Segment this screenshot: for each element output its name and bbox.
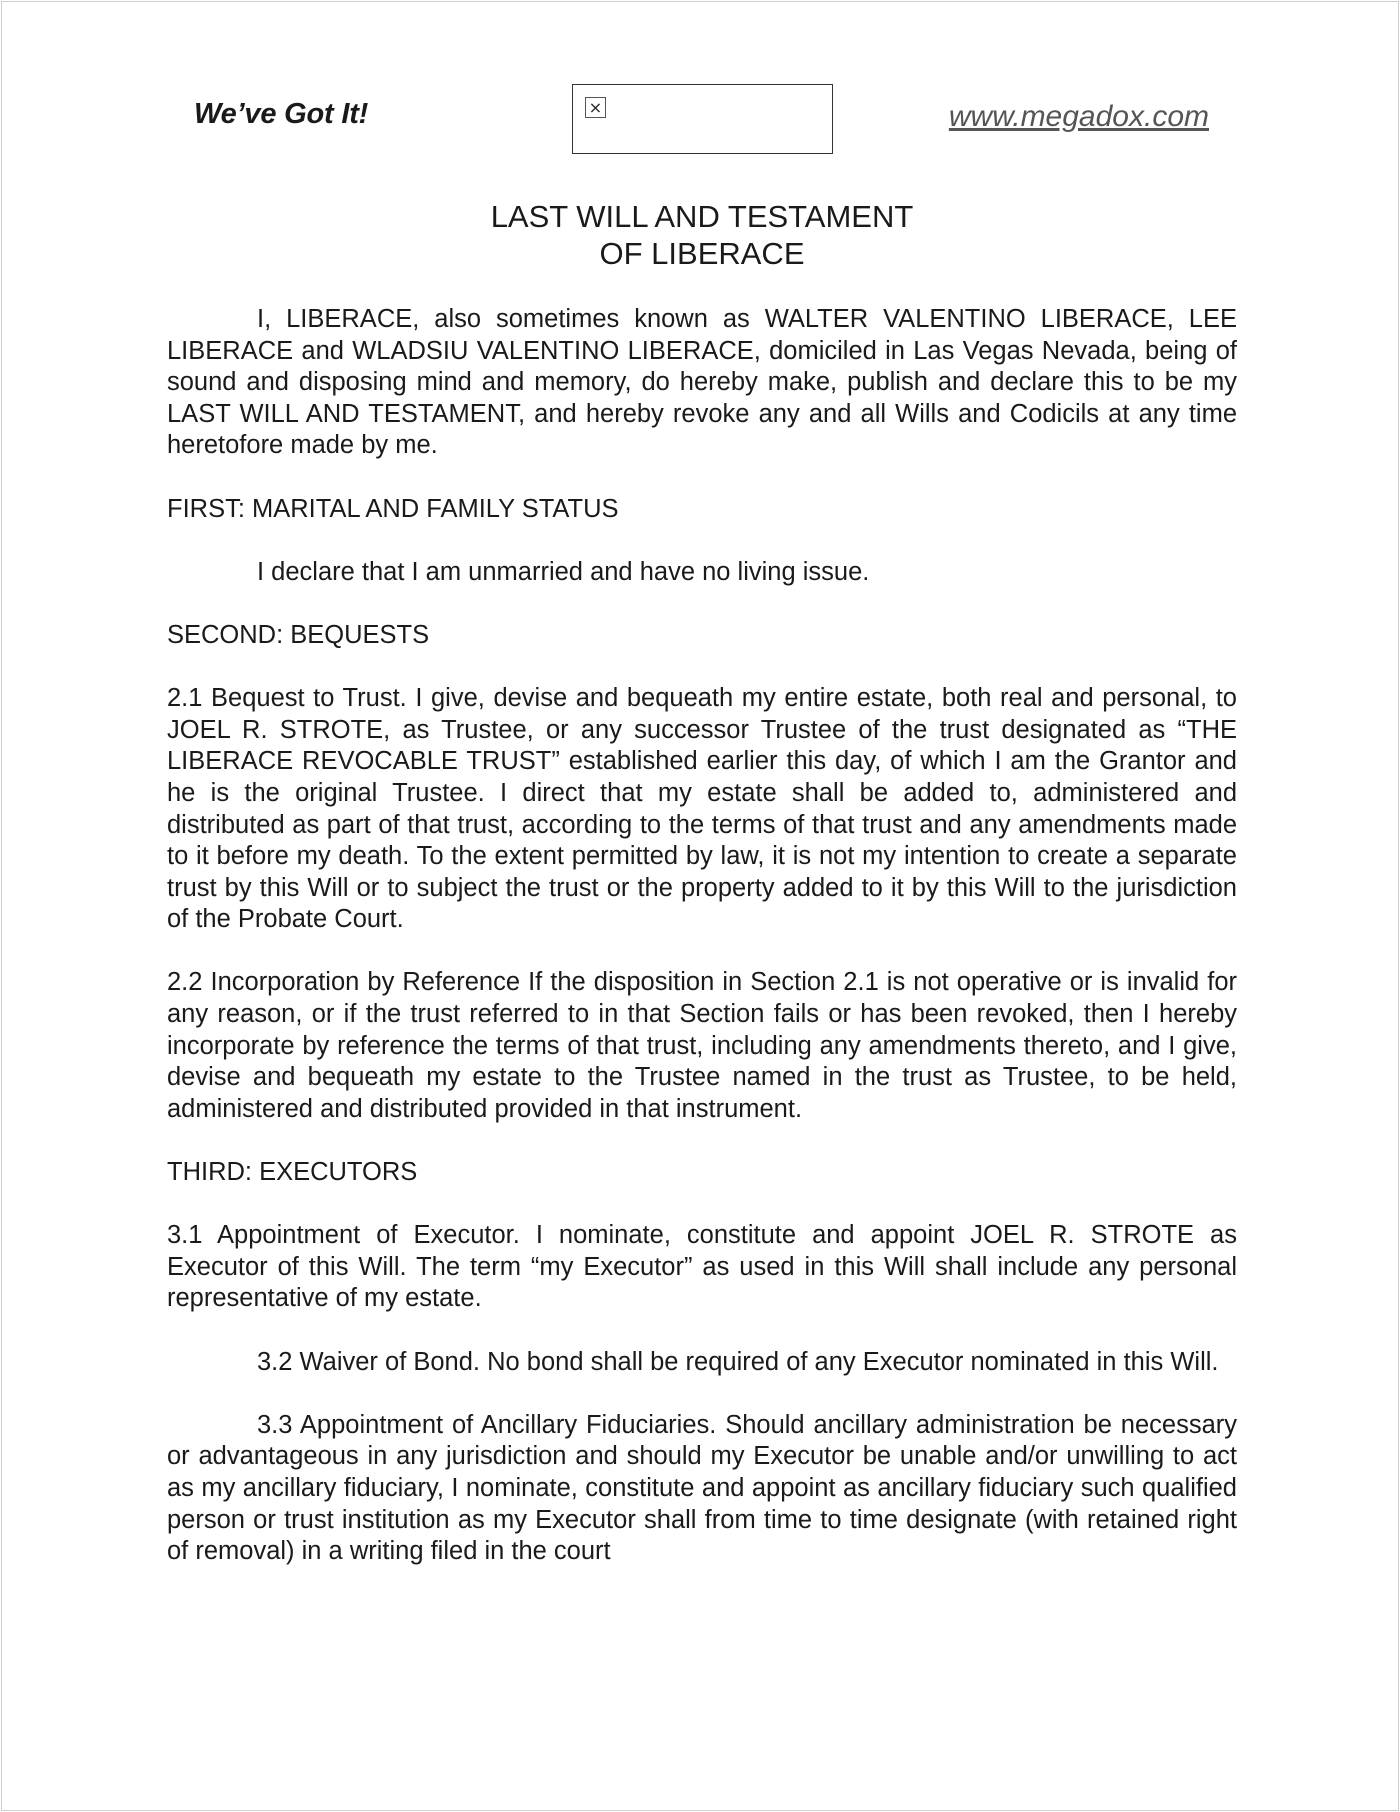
- title-line-2: OF LIBERACE: [599, 236, 805, 271]
- document-page: [1, 1, 1399, 1811]
- logo-image-placeholder: [572, 84, 833, 154]
- broken-image-icon: ×: [585, 97, 606, 118]
- title-line-1: LAST WILL AND TESTAMENT: [490, 199, 914, 234]
- intro-paragraph: I, LIBERACE, also sometimes known as WALTER VALENTINO LIBERACE, LEE LIBERACE and WLADSIU VALENTINO LIBERACE, domiciled in Las Vegas Nevada, being of sound and disposing mind and memory, do hereby make, publish and declare this to be my LAST WILL AND TESTAMENT, and hereby revoke any and all Wills and Codicils at any time heretofore made by me.: [167, 305, 1237, 460]
- clause-3-3: 3.3 Appointment of Ancillary Fiduciaries. Should ancillary administration be necessary or advantageous in any jurisdiction and should my Executor be unable and/or unwilling to act as my ancillary fiduciary, I nominate, constitute and appoint as ancillary fiduciary such qualified person or trust institution as my Executor shall from time to time designate (with retained right of removal) in a writing filed in the court: [167, 1410, 1237, 1566]
- website-link[interactable]: www.megadox.com: [948, 100, 1209, 133]
- slogan: We’ve Got It!: [194, 98, 369, 130]
- clause-2-1: 2.1 Bequest to Trust. I give, devise and bequeath my entire estate, both real and personal, to JOEL R. STROTE, as Trustee, or any successor Trustee of the trust designated as “THE LIBERACE REVOCABLE TRUST” established earlier this day, of which I am the Grantor and he is the original Trustee. I direct that my estate shall be added to, administered and distributed as part of that trust, according to the terms of that trust and any amendments made to it before my death. To the extent permitted by law, it is not my intention to create a separate trust by this Will or to subject the trust or the property added to it by this Will to the jurisdiction of the Probate Court.: [167, 684, 1237, 934]
- section-heading-second: SECOND: BEQUESTS: [167, 620, 430, 649]
- clause-2-2: 2.2 Incorporation by Reference If the disposition in Section 2.1 is not operative or is invalid for any reason, or if the trust referred to in that Section fails or has been revoked, then I hereby incorporate by reference the terms of that trust, including any amendments thereto, and I give, devise and bequeath my estate to the Trustee named in the trust as Trustee, to be held, administered and distributed provided in that instrument.: [167, 968, 1237, 1123]
- section-heading-third: THIRD: EXECUTORS: [167, 1158, 418, 1187]
- document-body: [167, 304, 1237, 1599]
- first-paragraph: I declare that I am unmarried and have no living issue.: [257, 557, 870, 586]
- clause-3-2: 3.2 Waiver of Bond. No bond shall be required of any Executor nominated in this Will.: [257, 1347, 1219, 1376]
- clause-3-1: 3.1 Appointment of Executor. I nominate, constitute and appoint JOEL R. STROTE as Executor of this Will. The term “my Executor” as used in this Will shall include any personal representative of my estate.: [167, 1221, 1237, 1313]
- section-heading-first: FIRST: MARITAL AND FAMILY STATUS: [167, 494, 619, 523]
- document-title: [2, 198, 1400, 272]
